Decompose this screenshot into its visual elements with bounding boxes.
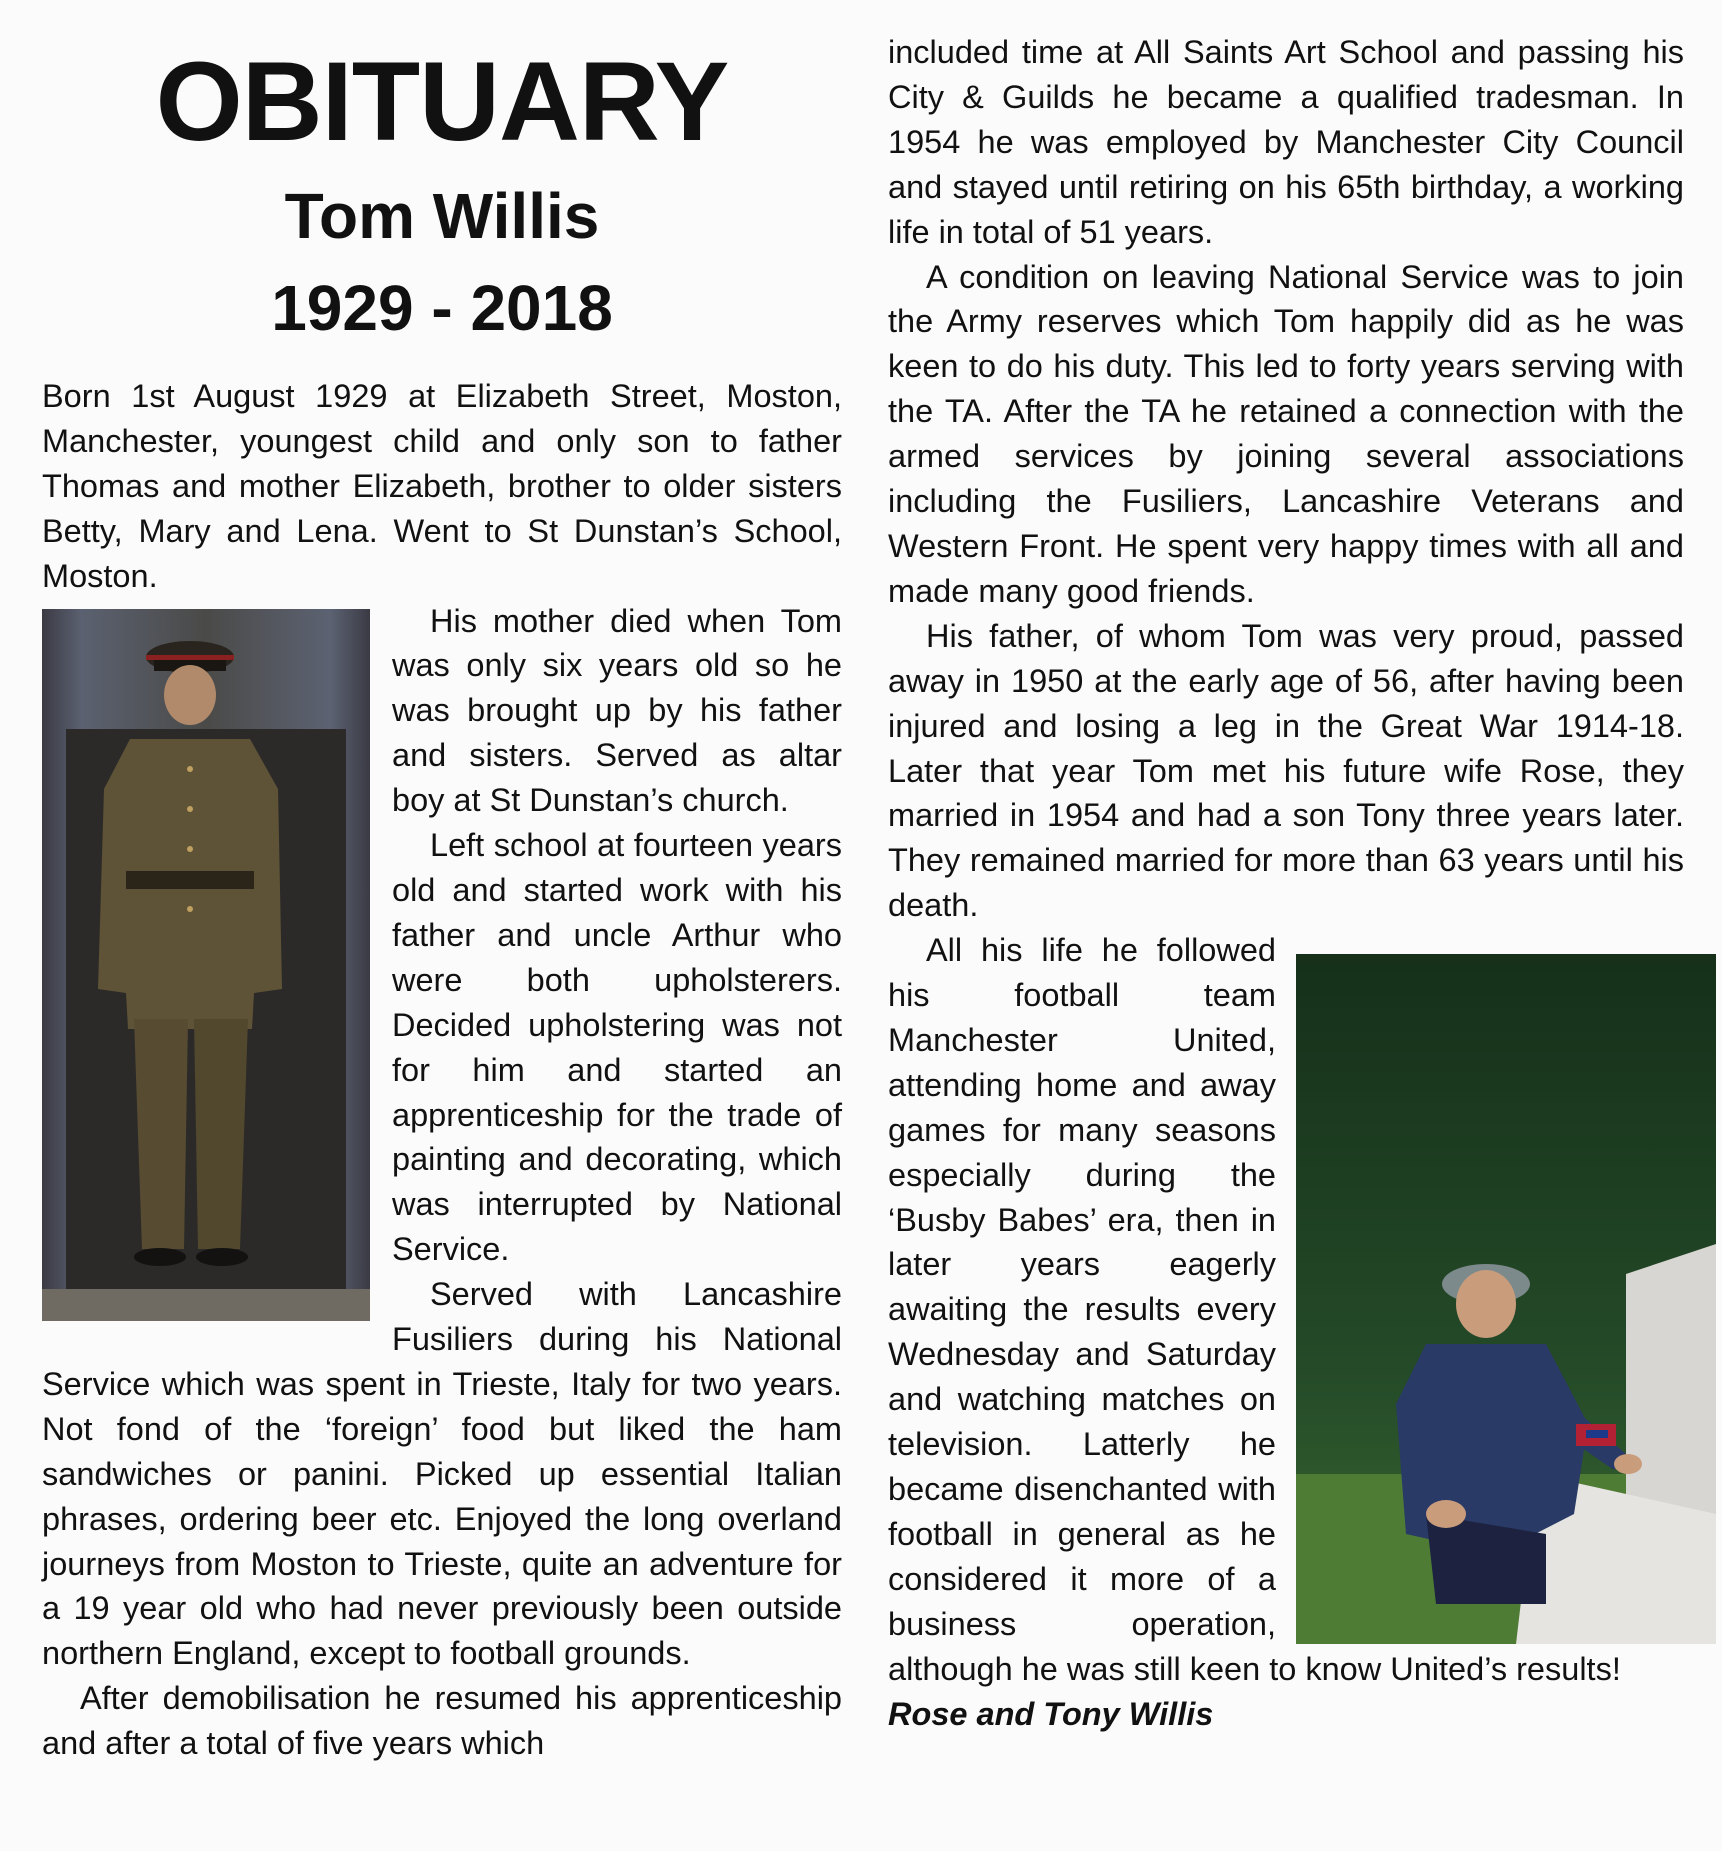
deceased-name: Tom Willis xyxy=(284,180,600,252)
paragraph-trade-career: included time at All Saints Art School and passing his City & Guilds he became a qualified tradesman. In 1954 he was employed by Manchester City Council and stayed until retiring on his 65th birthday, a working life in total of 51 years. xyxy=(888,34,1684,250)
paragraph-demobilisation: After demobilisation he resumed his apprenticeship and after a total of five years which xyxy=(42,1680,842,1762)
paragraph-national-service: Served with Lancashire Fusiliers during his National Service which was spent in Trieste, Italy for two years. Not fond of the ‘foreign’ food but liked the ham sandwiches or panini. Picked up essential Italian phrases, ordering beer etc. Enjoyed the long overland journeys from Moston to Trieste, quite an adventure for a 19 year old who had never previously been outside northern England, except to football grounds. xyxy=(42,1276,842,1672)
obituary-title: OBITUARY xyxy=(155,39,729,164)
paragraph-football: All his life he followed his football team Manchester United, attending home and away games for many seasons especially during the ‘Busby Babes’ era, then in later years eagerly awaiting the results every Wednesday and Saturday and watching matches on television. Latterly he became disenchanted with football in general as he considered it more of a business operation, although he was still keen to know United’s results! xyxy=(888,932,1621,1687)
life-years: 1929 - 2018 xyxy=(271,272,613,344)
paragraph-family: His father, of whom Tom was very proud, passed away in 1950 at the early age of 56, after having been injured and losing a leg in the Great War 1914-18. Later that year Tom met his future wife Rose, they married in 1954 and had a son Tony three years later. They remained married for more than 63 years until his death. xyxy=(888,617,1684,924)
left-column xyxy=(42,30,842,1766)
paragraph-army-reserves: A condition on leaving National Service was to join the Army reserves which Tom happily did as he was keen to do his duty. This led to forty years serving with the TA. After the TA he retained a connection with the armed services by joining several associations including the Fusiliers, Lancashire Veterans and Western Front. He spent very happy times with all and made many good friends. xyxy=(888,258,1684,609)
paragraph-childhood: His mother died when Tom was only six years old so he was brought up by his father and sisters. Served as altar boy at St Dunstan’s church. xyxy=(392,602,842,819)
soldier-uniform-photo-image xyxy=(42,609,370,1321)
paragraph-early-work: Left school at fourteen years old and started work with his father and uncle Arthur who were both upholsterers. Decided upholstering was not for him and started an apprenticeship for the trade of painting and decorating, which was interrupted by National Service. xyxy=(392,827,842,1268)
paragraph-birth: Born 1st August 1929 at Elizabeth Street, Moston, Manchester, youngest child and only son to father Thomas and mother Elizabeth, brother to older sisters Betty, Mary and Lena. Went to St Dunstan’s School, Moston. xyxy=(42,378,842,594)
memorial-wreath-photo-image xyxy=(1296,954,1716,1644)
signature: Rose and Tony Willis xyxy=(888,1695,1214,1732)
memorial-wreath-photo xyxy=(1296,954,1716,1644)
right-column xyxy=(888,30,1684,1736)
soldier-uniform-photo xyxy=(42,609,370,1321)
